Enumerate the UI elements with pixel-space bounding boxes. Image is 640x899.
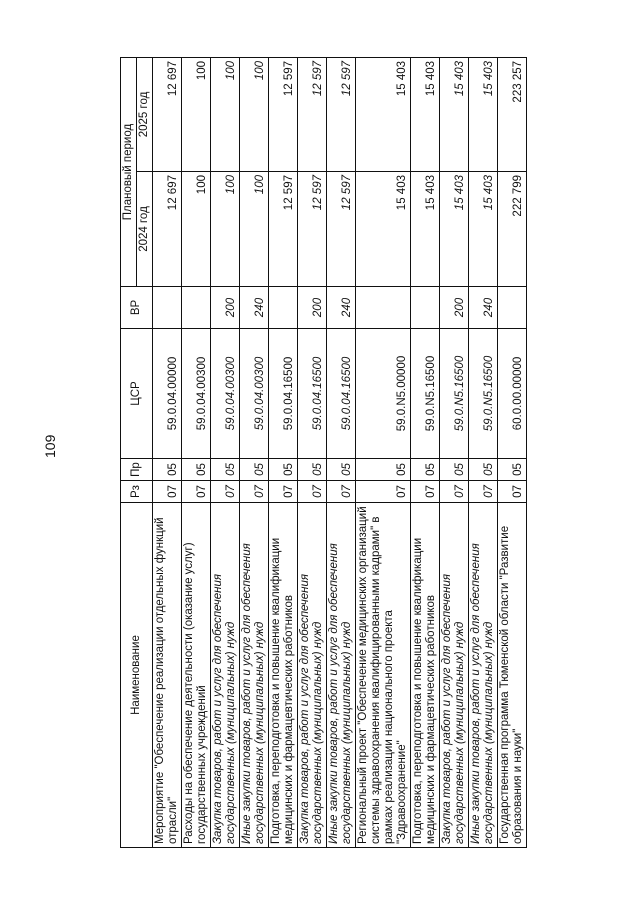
row-csr: 59.0.04.00300 <box>240 329 269 459</box>
row-value-2024: 12 597 <box>327 172 356 287</box>
table-row <box>356 57 411 847</box>
table-row <box>211 57 240 847</box>
row-value-2024: 12 697 <box>153 172 182 287</box>
table-row <box>298 57 327 847</box>
row-name: Иные закупки товаров, работ и услуг для обеспечения государственных (муниципальных) нужд <box>327 503 356 848</box>
row-csr: 59.0.04.16500 <box>327 329 356 459</box>
row-value-2025: 223 257 <box>498 57 527 171</box>
row-vr <box>356 287 411 329</box>
row-rz: 07 <box>411 481 440 503</box>
header-csr: ЦСР <box>121 329 153 459</box>
row-vr <box>182 287 211 329</box>
row-name: Закупка товаров, работ и услуг для обеспечения государственных (муниципальных) нужд <box>440 503 469 848</box>
row-csr: 60.0.00.00000 <box>498 329 527 459</box>
table-row <box>469 57 498 847</box>
row-value-2024: 15 403 <box>411 172 440 287</box>
row-rz: 07 <box>153 481 182 503</box>
row-pr: 05 <box>182 459 211 481</box>
row-name: Региональный проект "Обеспечение медицинских организаций системы здравоохранения квалифицированными кадрами" в рамках реализации национального проекта "Здравоохранение" <box>356 503 411 848</box>
row-pr: 05 <box>469 459 498 481</box>
header-name: Наименование <box>121 503 153 848</box>
row-csr: 59.0.04.16500 <box>269 329 298 459</box>
row-csr: 59.0.04.16500 <box>298 329 327 459</box>
row-rz: 07 <box>269 481 298 503</box>
row-vr: 240 <box>240 287 269 329</box>
row-value-2025: 12 697 <box>153 57 182 171</box>
row-value-2024: 15 403 <box>440 172 469 287</box>
table-row <box>411 57 440 847</box>
row-value-2025: 100 <box>211 57 240 171</box>
row-vr: 200 <box>211 287 240 329</box>
row-pr: 05 <box>153 459 182 481</box>
row-vr <box>498 287 527 329</box>
row-value-2025: 12 597 <box>298 57 327 171</box>
table-row <box>240 57 269 847</box>
row-value-2025: 15 403 <box>440 57 469 171</box>
row-rz: 07 <box>240 481 269 503</box>
table-row <box>327 57 356 847</box>
row-rz: 07 <box>498 481 527 503</box>
row-name: Закупка товаров, работ и услуг для обеспечения государственных (муниципальных) нужд <box>298 503 327 848</box>
row-pr: 05 <box>298 459 327 481</box>
row-csr: 59.0.N5.00000 <box>356 329 411 459</box>
row-pr: 05 <box>498 459 527 481</box>
budget-table <box>120 57 527 848</box>
row-rz: 07 <box>182 481 211 503</box>
page-number: 109 <box>42 434 58 458</box>
table-row <box>440 57 469 847</box>
row-value-2025: 15 403 <box>469 57 498 171</box>
row-pr: 05 <box>211 459 240 481</box>
row-value-2025: 12 597 <box>327 57 356 171</box>
row-value-2025: 12 597 <box>269 57 298 171</box>
header-rz: Рз <box>121 481 153 503</box>
table-row <box>182 57 211 847</box>
row-value-2024: 15 403 <box>469 172 498 287</box>
row-csr: 59.0.N5.16500 <box>440 329 469 459</box>
header-2025: 2025 год <box>137 57 153 171</box>
row-name: Подготовка, переподготовка и повышение квалификации медицинских и фармацевтических работников <box>411 503 440 848</box>
row-csr: 59.0.N5.16500 <box>469 329 498 459</box>
row-pr: 05 <box>356 459 411 481</box>
table-row <box>498 57 527 847</box>
row-rz: 07 <box>440 481 469 503</box>
row-value-2024: 100 <box>211 172 240 287</box>
row-name: Расходы на обеспечение деятельности (оказание услуг) государственных учреждений <box>182 503 211 848</box>
row-value-2024: 12 597 <box>298 172 327 287</box>
row-value-2024: 222 799 <box>498 172 527 287</box>
row-csr: 59.0.04.00000 <box>153 329 182 459</box>
row-name: Мероприятие "Обеспечение реализации отдельных функций отрасли" <box>153 503 182 848</box>
row-pr: 05 <box>327 459 356 481</box>
row-name: Государственная программа Тюменской области "Развитие образования и науки" <box>498 503 527 848</box>
header-2024: 2024 год <box>137 172 153 287</box>
header-pr: Пр <box>121 459 153 481</box>
row-rz: 07 <box>469 481 498 503</box>
row-vr <box>411 287 440 329</box>
row-vr: 240 <box>327 287 356 329</box>
row-value-2025: 15 403 <box>356 57 411 171</box>
row-vr: 200 <box>298 287 327 329</box>
row-pr: 05 <box>411 459 440 481</box>
row-pr: 05 <box>440 459 469 481</box>
row-value-2025: 100 <box>240 57 269 171</box>
row-vr: 240 <box>469 287 498 329</box>
row-name: Иные закупки товаров, работ и услуг для обеспечения государственных (муниципальных) нужд <box>469 503 498 848</box>
table-body <box>153 57 527 847</box>
row-rz: 07 <box>356 481 411 503</box>
row-name: Иные закупки товаров, работ и услуг для обеспечения государственных (муниципальных) нужд <box>240 503 269 848</box>
row-name: Закупка товаров, работ и услуг для обеспечения государственных (муниципальных) нужд <box>211 503 240 848</box>
row-pr: 05 <box>269 459 298 481</box>
row-value-2024: 15 403 <box>356 172 411 287</box>
row-vr <box>153 287 182 329</box>
budget-table-container <box>120 58 608 848</box>
table-row <box>153 57 182 847</box>
row-csr: 59.0.N5.16500 <box>411 329 440 459</box>
row-value-2024: 100 <box>240 172 269 287</box>
header-vr: ВР <box>121 287 153 329</box>
header-planned-period: Плановый период <box>121 57 137 286</box>
row-vr: 200 <box>440 287 469 329</box>
row-rz: 07 <box>327 481 356 503</box>
row-pr: 05 <box>240 459 269 481</box>
row-value-2024: 100 <box>182 172 211 287</box>
row-value-2025: 15 403 <box>411 57 440 171</box>
row-name: Подготовка, переподготовка и повышение квалификации медицинских и фармацевтических работников <box>269 503 298 848</box>
row-value-2024: 12 597 <box>269 172 298 287</box>
row-value-2025: 100 <box>182 57 211 171</box>
table-row <box>269 57 298 847</box>
row-csr: 59.0.04.00300 <box>211 329 240 459</box>
row-csr: 59.0.04.00300 <box>182 329 211 459</box>
row-rz: 07 <box>211 481 240 503</box>
row-rz: 07 <box>298 481 327 503</box>
row-vr <box>269 287 298 329</box>
